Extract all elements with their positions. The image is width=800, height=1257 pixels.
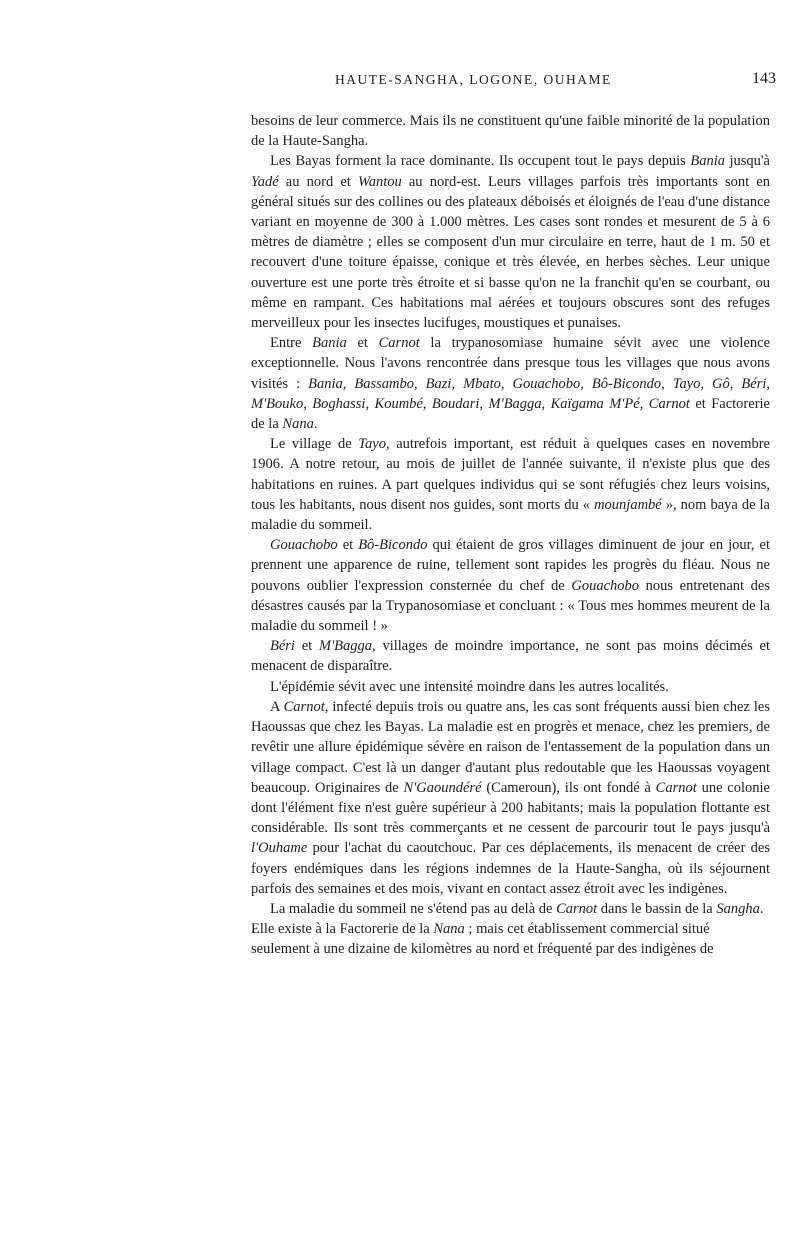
text-run: ; mais cet établissement commercial situé seulement à une dizaine de kilomètres au nord et fréquenté par des indigènes de (251, 921, 714, 958)
italic-name: Bania (690, 153, 725, 170)
italic-name: Gouachobo (270, 537, 338, 554)
italic-name: Carnot (556, 900, 598, 917)
italic-name: Gouachobo (571, 577, 640, 594)
italic-name: Carnot (378, 335, 420, 352)
italic-name: Béri (270, 638, 295, 655)
paragraph (251, 677, 770, 697)
text-run: La maladie du sommeil ne s'étend pas au delà de (270, 900, 557, 917)
text-run: , infecté depuis trois ou quatre ans, les cas sont fréquents aussi bien chez les Haoussas que chez les Bayas. La maladie est en progrès et menace, chez les premiers, de revêtir une allure épidémique sévère en raison de l'entassement de la population dans un village compact. C'est là un danger d'autant plus redoutable que les Haoussas voyagent beaucoup. Originaires de (251, 698, 770, 796)
text-run: au nord et (278, 173, 358, 190)
text-run: A (270, 698, 284, 715)
page-number: 143 (752, 70, 776, 87)
italic-name: Carnot (655, 779, 697, 796)
text-run: et Factorerie de la (251, 395, 770, 433)
paragraph (251, 636, 770, 676)
paragraph (251, 535, 770, 636)
text-run: la trypanosomiase humaine sévit avec une violence exceptionnelle. Nous l'avons rencontrée dans presque tous les villages que nous avons visités : (251, 335, 771, 392)
italic-name: Tayo (358, 436, 386, 453)
text-run: jusqu'à (724, 153, 770, 170)
italic-name: M'Bagga (319, 638, 373, 655)
italic-name: Nana (433, 921, 465, 938)
text-run: (Cameroun), ils ont fondé à (481, 779, 656, 796)
paragraph (251, 111, 770, 151)
italic-name: Wantou (357, 173, 402, 190)
italic-name: mounjambé (594, 496, 662, 513)
text-run: une colonie dont l'élément fixe n'est guère supérieur à 200 habitants; mais la population flottante est considérable. Ils sont très commerçants et ne cessent de parcourir tout le pays jusqu'à (251, 779, 770, 837)
text-run: Le village de (270, 436, 359, 453)
paragraph (251, 333, 770, 434)
text-run: L'épidémie sévit avec une intensité moindre dans les autres localités. (270, 678, 669, 695)
text-run: Entre (270, 335, 313, 352)
italic-name: Sangha (716, 900, 760, 917)
italic-name: N'Gaoundéré (403, 779, 482, 796)
text-run: besoins de leur commerce. Mais ils ne constituent qu'une faible minorité de la population de la Haute-Sangha. (251, 113, 770, 150)
page-header (0, 72, 800, 96)
text-run: pour l'achat du caoutchouc. Par ces déplacements, ils menacent de créer des foyers endémiques dans les régions indemnes de la Haute-Sangha, où ils séjournent parfois des semaines et des mois, vivant en contact assez étroit avec les indigènes. (251, 840, 770, 897)
text-run: Les Bayas forment la race dominante. Ils occupent tout le pays depuis (270, 153, 691, 170)
italic-name: Bania, Bassambo, Bazi, Mbato, Gouachobo, Bô-Bicondo, Tayo, Gô, Béri, M'Bouko, Boghassi, Koumbé, Boudari, M'Bagga, Kaïgama M'Pé, Carnot (251, 375, 771, 412)
body-text (251, 111, 770, 960)
text-run: au nord-est. Leurs villages parfois très importants sont en général situés sur des collines ou des plateaux déboisés et éloignés de l'eau d'une distance variant en moyenne de 300 à 1.000 mètres. Les cases sont rondes et mesurent de 5 à 6 mètres de diamètre ; elles se composent d'un mur circulaire en terre, haut de 1 m. 50 et recouvert d'une toiture épaisse, conique et très élevée, en herbes sèches. Leur unique ouverture est une porte très étroite et si basse qu'on ne la franchit qu'en se courbant, ou même en rampant. Ces habitations mal aérées et toujours obscures sont des refuges merveilleux pour les insectes lucifuges, moustiques et punaises. (251, 173, 771, 332)
italic-name: Bania (312, 335, 347, 352)
paragraph (251, 151, 770, 333)
text-run: , autrefois important, est réduit à quelques cases en novembre 1906. A notre retour, au mois de juillet de l'année suivante, il n'existe plus que des habitations en ruines. A part quelques individus qui se sont réfugiés chez leurs voisins, tous les habitants, nous disent nos guides, sont morts du « (251, 436, 770, 513)
text-run: , villages de moindre importance, ne sont pas moins décimés et menacent de disparaître. (251, 638, 771, 675)
text-run: », nom baya de la maladie du sommeil. (251, 496, 770, 534)
text-run: et (337, 537, 359, 554)
text-run: qui étaient de gros villages diminuent de jour en jour, et prennent une apparence de ruine, tellement sont rapides les progrès du fléau. Nous ne pouvons oublier l'expression consternée du chef de (251, 537, 771, 594)
paragraph (251, 899, 770, 960)
italic-name: Bô-Bicondo (358, 537, 428, 554)
text-run: et (346, 335, 379, 352)
text-run: dans le bassin de la (597, 900, 717, 917)
running-head: HAUTE-SANGHA, LOGONE, OUHAME (335, 72, 612, 87)
italic-name: l'Ouhame (251, 840, 308, 857)
italic-name: Nana (282, 416, 314, 433)
italic-name: Carnot (283, 698, 325, 715)
italic-name: Yadé (251, 173, 279, 190)
text-run: nous entretenant des désastres causés par la Trypanosomiase et concluant : « Tous mes hommes meurent de la maladie du sommeil ! » (251, 577, 771, 635)
paragraph (251, 697, 770, 899)
text-run: . Elle existe à la Factorerie de la (251, 900, 764, 938)
paragraph (251, 434, 770, 535)
text-run: . (313, 416, 318, 433)
text-run: et (294, 638, 319, 655)
